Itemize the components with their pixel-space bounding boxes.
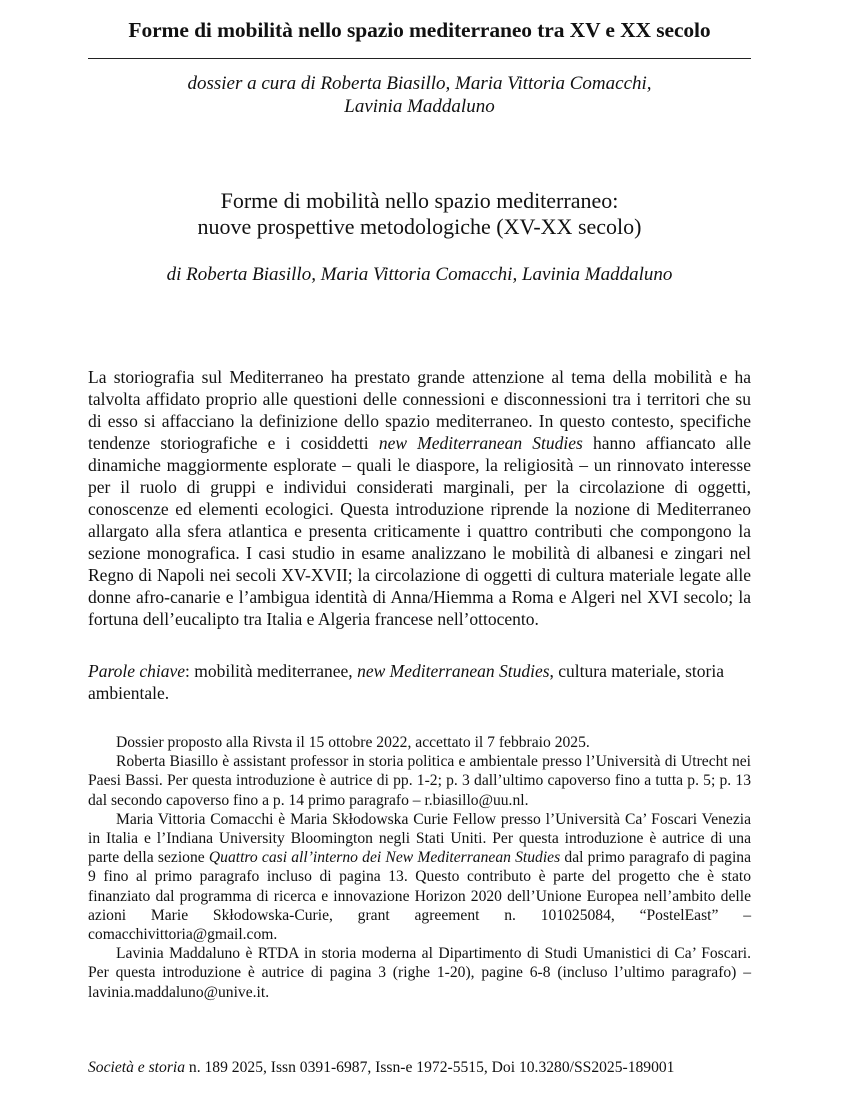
keywords-text-2: , cultura materiale, storia ambientale.: [88, 661, 724, 703]
article-title-line-1: Forme di mobilità nello spazio mediterraneo:: [220, 188, 619, 213]
dossier-line-2: Lavinia Maddaluno: [344, 96, 495, 117]
dossier-line-1: dossier a cura di Roberta Biasillo, Maria Vittoria Comacchi,: [187, 73, 652, 94]
journal-details: n. 189 2025, Issn 0391-6987, Issn-e 1972-5515, Doi 10.3280/SS2025-189001: [185, 1059, 675, 1076]
article-byline: di Roberta Biasillo, Maria Vittoria Comacchi, Lavinia Maddaluno: [166, 264, 673, 285]
keywords-label: Parole chiave: [88, 661, 186, 681]
note-comacchi: [88, 810, 751, 944]
keywords-italic-term: new Mediterranean Studies: [357, 661, 550, 681]
article-title: [88, 188, 751, 240]
note-comacchi-text-2: dal primo paragrafo di pagina 9 fino al primo paragrafo incluso di pagina 13. Questo contributo è parte del progetto che è stato finanziato dal programma di ricerca e innovazione Horizon 2020 dell’Unione Europea nell’ambito delle azioni Marie Skłodowska-Curie, grant agreement n. 101025084, “PostelEast” – comacchivittoria@gmail.com.: [88, 849, 751, 944]
abstract-text-2: hanno affiancato alle dinamiche maggiormente esplorate – quali le diaspore, la religiosità – un rinnovato interesse per il ruolo di gruppi e individui considerati marginali, per la circolazione di oggetti, conoscenze ed elementi ecologici. Questa introduzione riprende la nozione di Mediterraneo allargato alla sfera atlantica e presenta criticamente i quattro contributi che compongono la sezione monografica. I casi studio in esame analizzano le mobilità di albanesi e zingari nel Regno di Napoli nei secoli XV-XVII; la circolazione di oggetti di cultura materiale legate alle donne afro-canarie e l’ambigua identità di Anna/Hiemma a Roma e Algeri nel XVI secolo; la fortuna dell’eucalipto tra Italia e Algeria francese nell’ottocento.: [88, 433, 751, 629]
author-notes: [88, 733, 751, 1002]
note-received: Dossier proposto alla Rivsta il 15 ottobre 2022, accettato il 7 febbraio 2025.: [116, 734, 590, 751]
keywords-text-1: : mobilità mediterranee,: [185, 661, 358, 681]
abstract-text-1: La storiografia sul Mediterraneo ha prestato grande attenzione al tema della mobilità e ha talvolta affidato proprio alle questioni delle connessioni e disconnessioni tra i territori che su di esso si affacciano la definizione dello spazio mediterraneo. In questo contesto, specifiche tendenze storiografiche e i cosiddetti: [88, 367, 751, 453]
journal-name: Società e storia: [88, 1059, 186, 1076]
abstract: [88, 366, 751, 630]
note-comacchi-italic: Quattro casi all’interno dei New Mediterranean Studies: [208, 849, 561, 867]
note-comacchi-text-1: Maria Vittoria Comacchi è Maria Skłodowska Curie Fellow presso l’Università Ca’ Foscari Venezia in Italia e l’Indiana University Bloomington negli Stati Uniti. Per questa introduzione è autrice di una parte della sezione: [88, 810, 751, 867]
header-rule: [88, 58, 751, 59]
abstract-italic-term: new Mediterranean Studies: [378, 433, 583, 453]
keywords: [88, 660, 751, 704]
running-head: Forme di mobilità nello spazio mediterraneo tra XV e XX secolo: [128, 18, 711, 42]
journal-footer: [88, 1058, 751, 1077]
note-biasillo: Roberta Biasillo è assistant professor in storia politica e ambientale presso l’Università di Utrecht nei Paesi Bassi. Per questa introduzione è autrice di pp. 1-2; p. 3 dall’ultimo capoverso fino a tutta p. 5; p. 13 dal secondo capoverso fino a p. 14 primo paragrafo – r.biasillo@uu.nl.: [88, 753, 751, 809]
note-maddaluno: Lavinia Maddaluno è RTDA in storia moderna al Dipartimento di Studi Umanistici di Ca’ Foscari. Per questa introduzione è autrice di pagina 3 (righe 1-20), pagine 6-8 (incluso l’ultimo paragrafo) – lavinia.maddaluno@unive.it.: [88, 945, 751, 1001]
article-title-line-2: nuove prospettive metodologiche (XV-XX secolo): [197, 214, 642, 239]
dossier-editors: [88, 72, 751, 118]
